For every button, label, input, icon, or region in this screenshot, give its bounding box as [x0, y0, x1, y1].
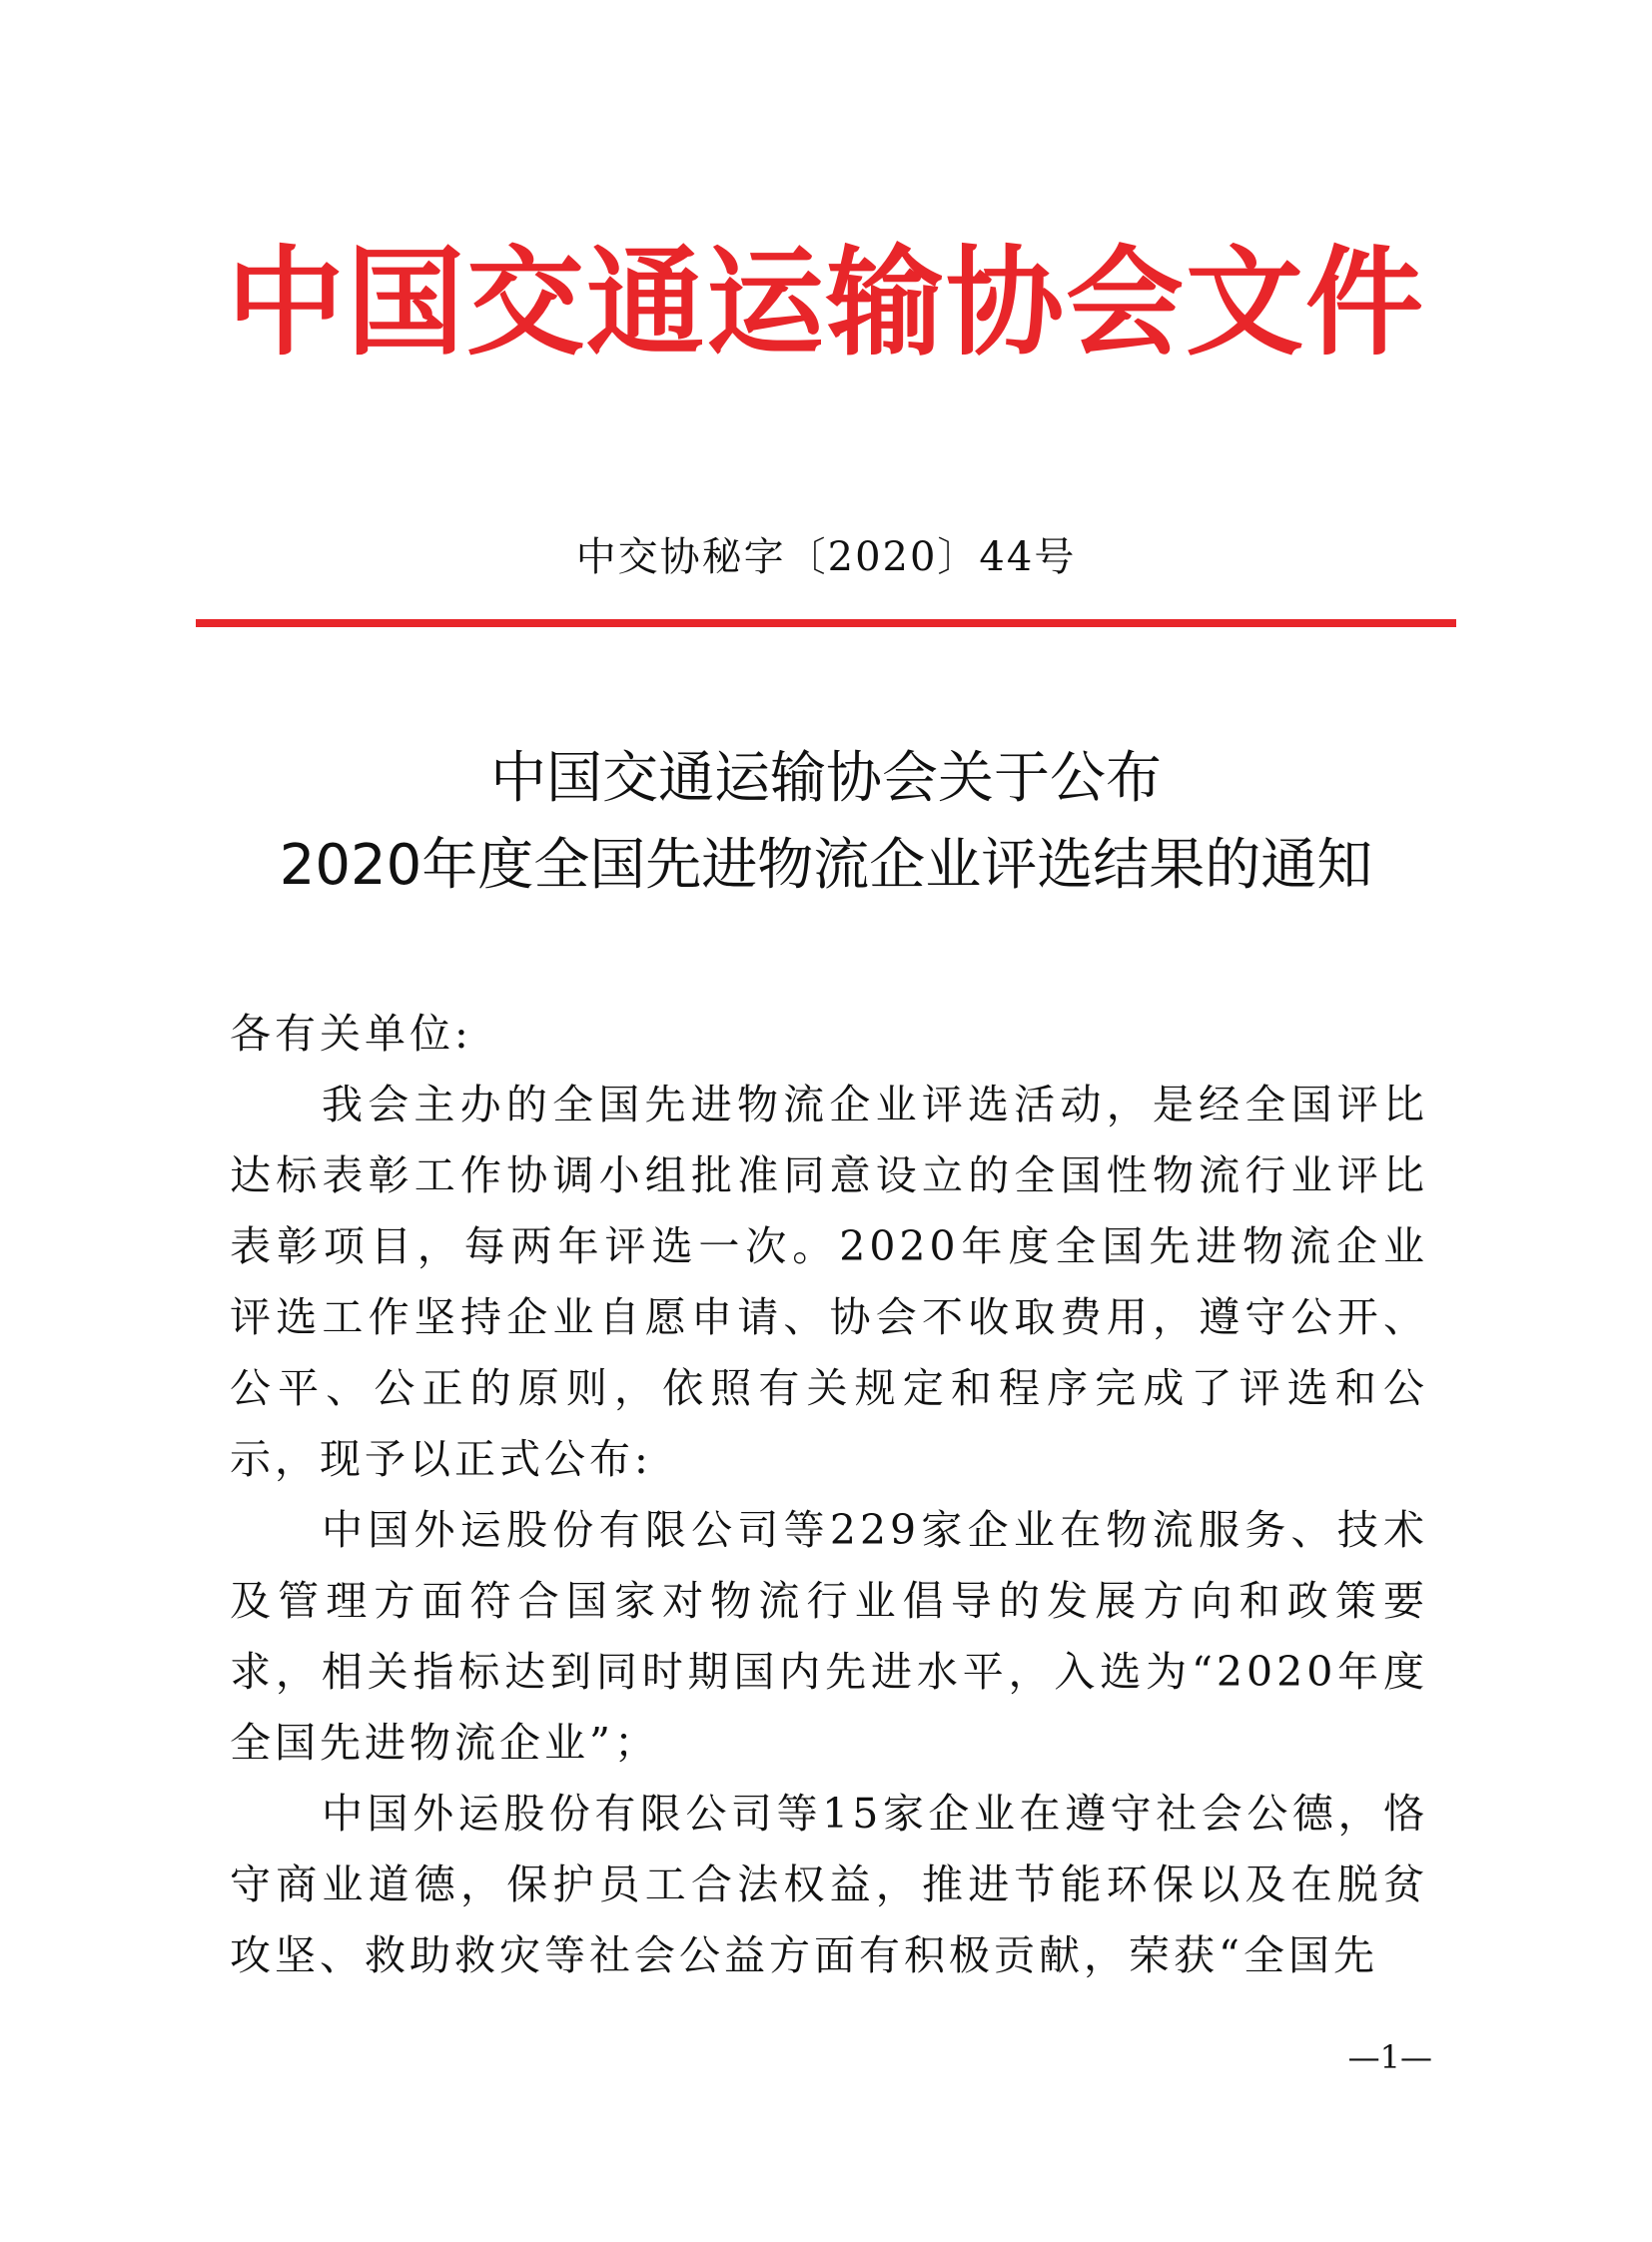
notice-body — [230, 999, 1428, 1991]
issuer-title: 中国交通运输协会文件 — [226, 233, 1425, 372]
page-number: —1— — [1347, 2038, 1432, 2076]
body-paragraph: 中国外运股份有限公司等15家企业在遵守社会公德，恪守商业道德，保护员工合法权益，推进节能环保以及在脱贫攻坚、救助救灾等社会公益方面有积极贡献，荣获“全国先 — [230, 1790, 1428, 1979]
notice-title-line-1: 中国交通运输协会关于公布 — [490, 746, 1162, 811]
body-paragraph: 我会主办的全国先进物流企业评选活动，是经全国评比达标表彰工作协调小组批准同意设立的全国性物流行业评比表彰项目，每两年评选一次。2020年度全国先进物流企业评选工作坚持企业自愿申请、协会不收取费用，遵守公开、公平、公正的原则，依照有关规定和程序完成了评选和公示，现予以正式公布: — [230, 1081, 1428, 1483]
body-paragraph: 中国外运股份有限公司等229家企业在物流服务、技术及管理方面符合国家对物流行业倡导的发展方向和政策要求，相关指标达到同时期国内先进水平，入选为“2020年度全国先进物流企业”； — [230, 1506, 1428, 1767]
salutation: 各有关单位: — [230, 1010, 472, 1058]
notice-title-line-2: 2020年度全国先进物流企业评选结果的通知 — [279, 833, 1373, 898]
document-number: 中交协秘字〔2020〕44号 — [575, 534, 1077, 580]
red-divider — [196, 619, 1456, 627]
